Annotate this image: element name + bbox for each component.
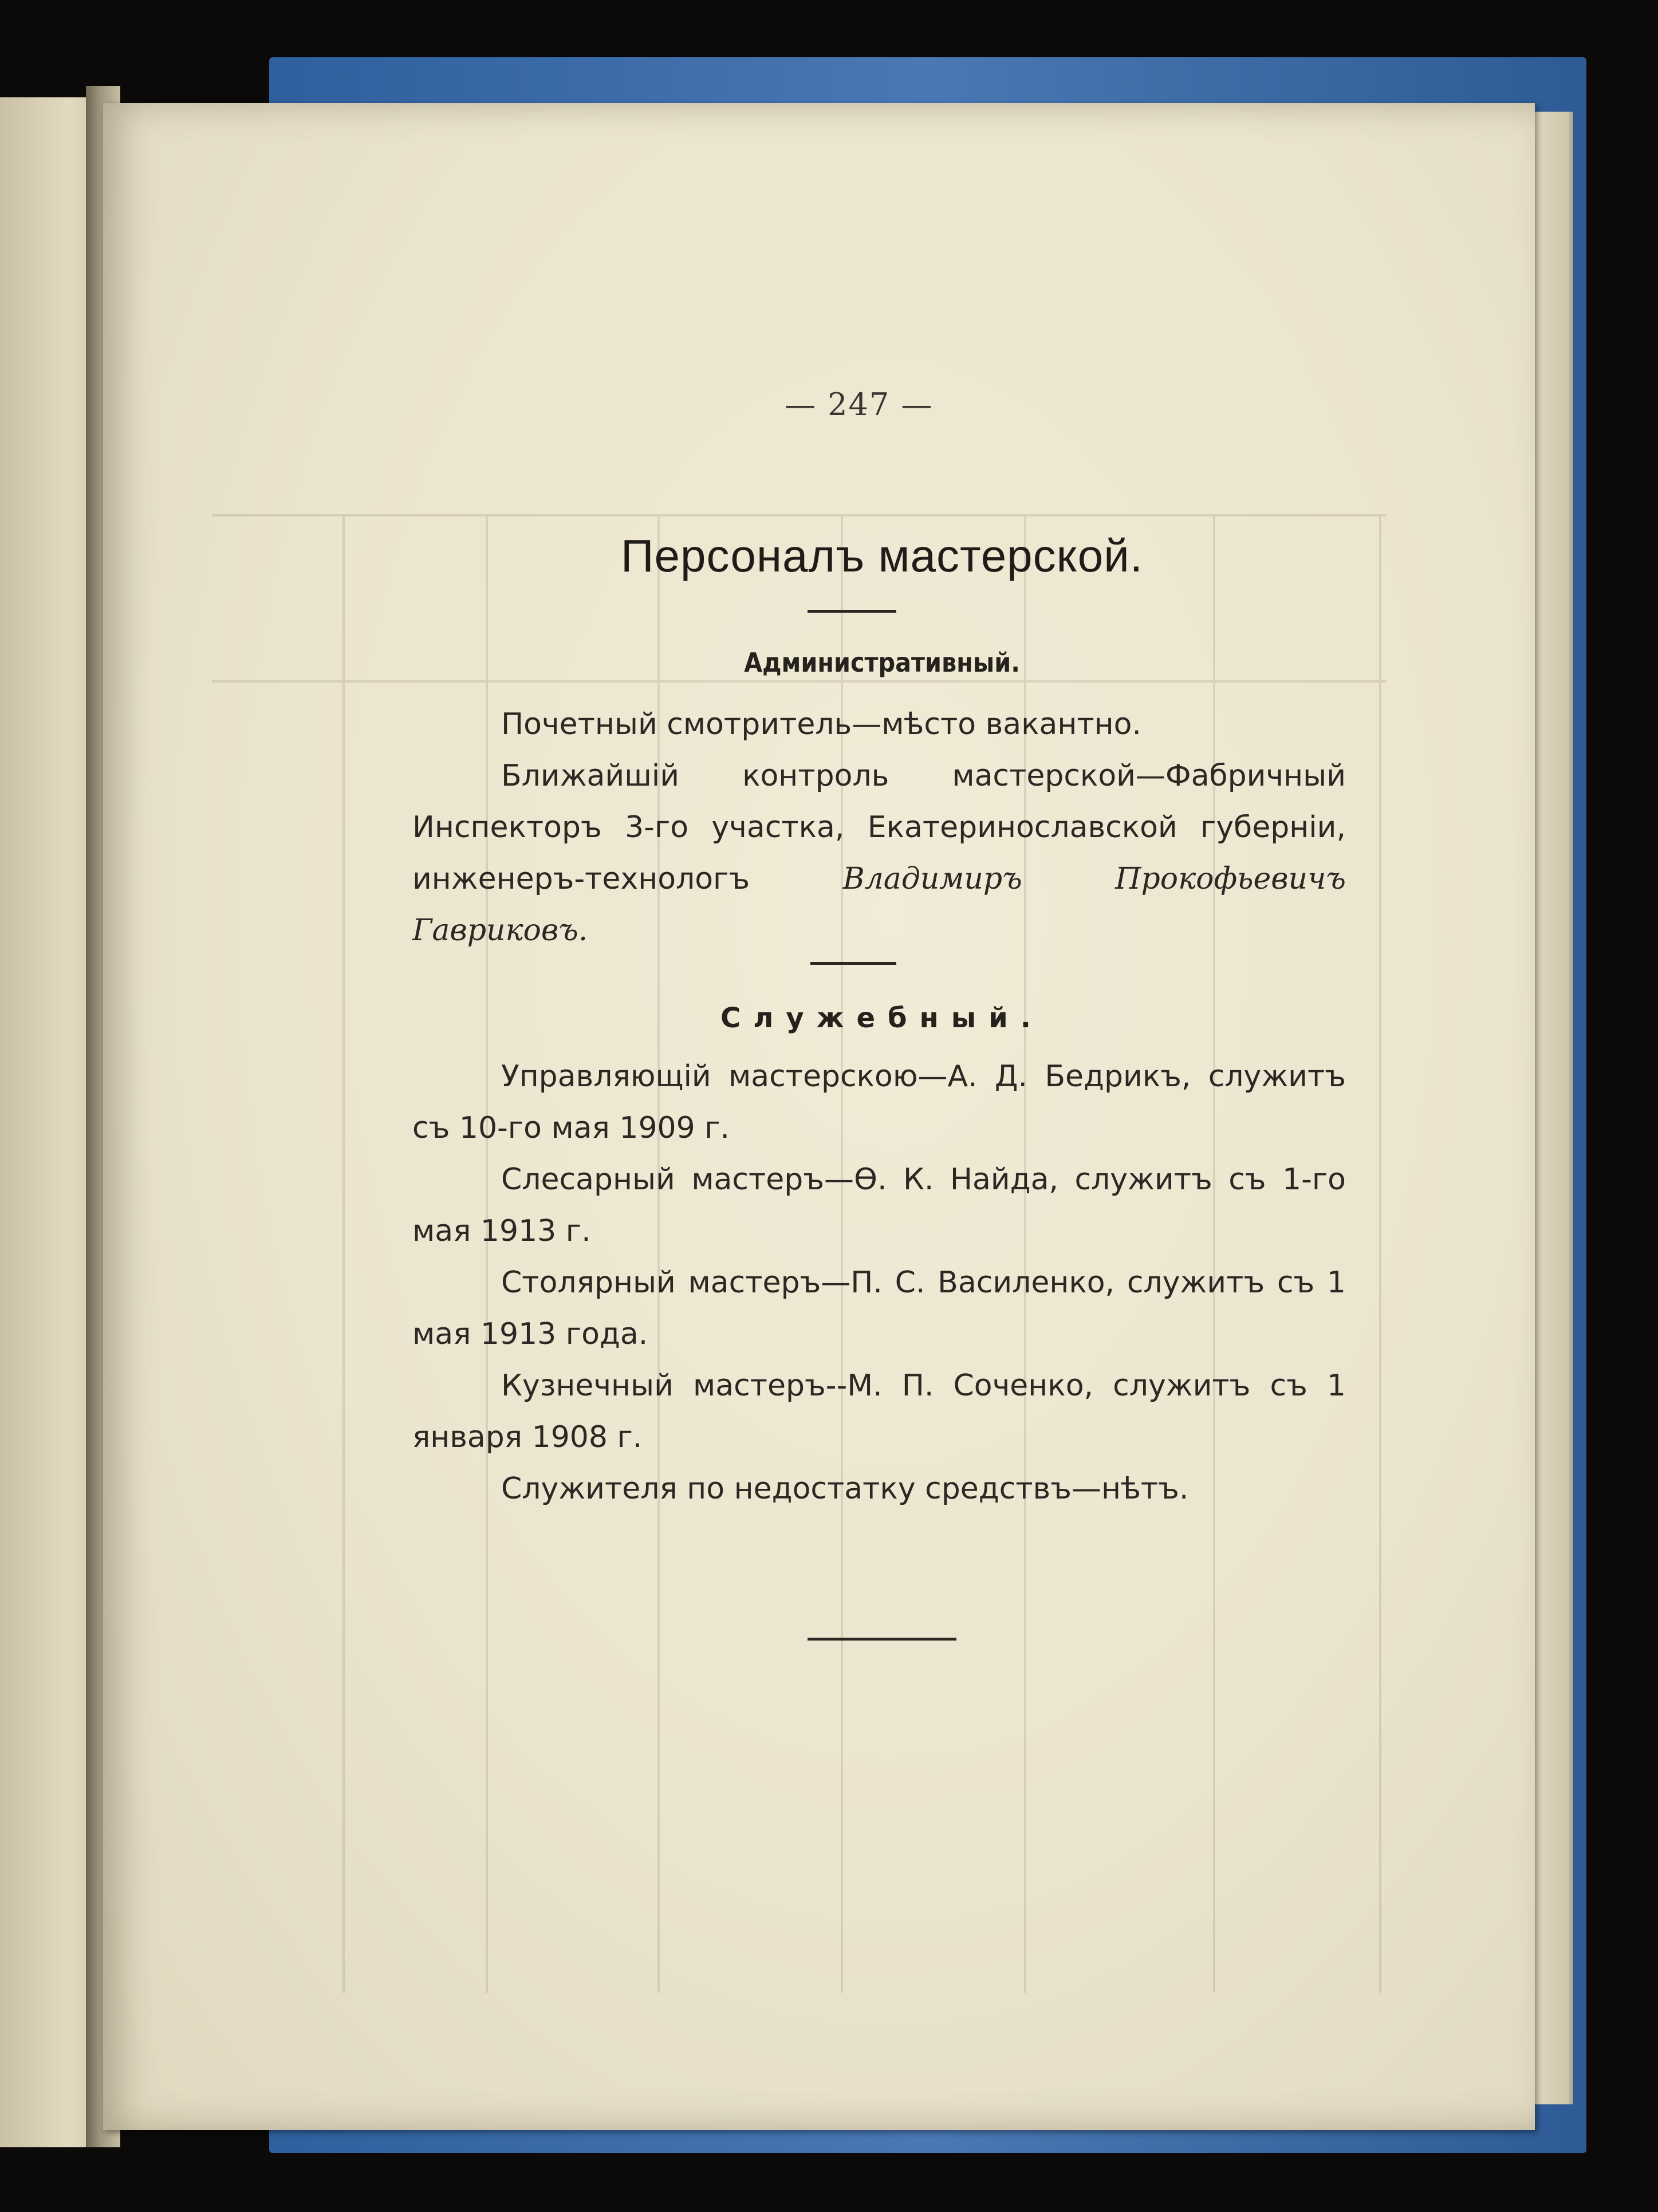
book-page (103, 103, 1535, 2130)
section-heading-administrative: Административный. (744, 647, 1020, 678)
previous-page-edge (0, 97, 100, 2147)
service-entry-locksmith: Слесарный мастеръ—Ѳ. К. Найда, служитъ съ 1-го мая 1913 г. (412, 1162, 1346, 1248)
service-entry-blacksmith: Кузнечный мастеръ--М. П. Соченко, служитъ съ 1 января 1908 г. (412, 1369, 1346, 1454)
section-heading-service: Служебный. (720, 1002, 1043, 1034)
paragraph-honorary-supervisor: Почетный смотритель—мѣсто вакантно. (501, 707, 1141, 742)
inspector-name: Владимиръ Прокофьевичъ Гавриковъ. (412, 862, 1346, 948)
page-title: Персоналъ мастерской. (621, 530, 1143, 581)
paragraph-control-text: Ближайшій контроль мастерской—Фабричный Инспекторъ 3-го участка, Екатеринославской губерніи, инженеръ-технологъ (412, 759, 1346, 896)
service-entry-manager: Управляющій мастерскою—А. Д. Бедрикъ, служитъ съ 10-го мая 1909 г. (412, 1059, 1346, 1145)
page-number: — 247 — (785, 387, 934, 423)
section-rule (810, 962, 896, 965)
service-entry-joiner: Столярный мастеръ—П. С. Василенко, служитъ съ 1 мая 1913 года. (412, 1265, 1346, 1351)
title-rule (808, 610, 896, 613)
paragraph-control (412, 750, 1346, 956)
end-rule (808, 1638, 956, 1641)
service-entry-servants: Служителя по недостатку средствъ—нѣтъ. (501, 1472, 1189, 1506)
